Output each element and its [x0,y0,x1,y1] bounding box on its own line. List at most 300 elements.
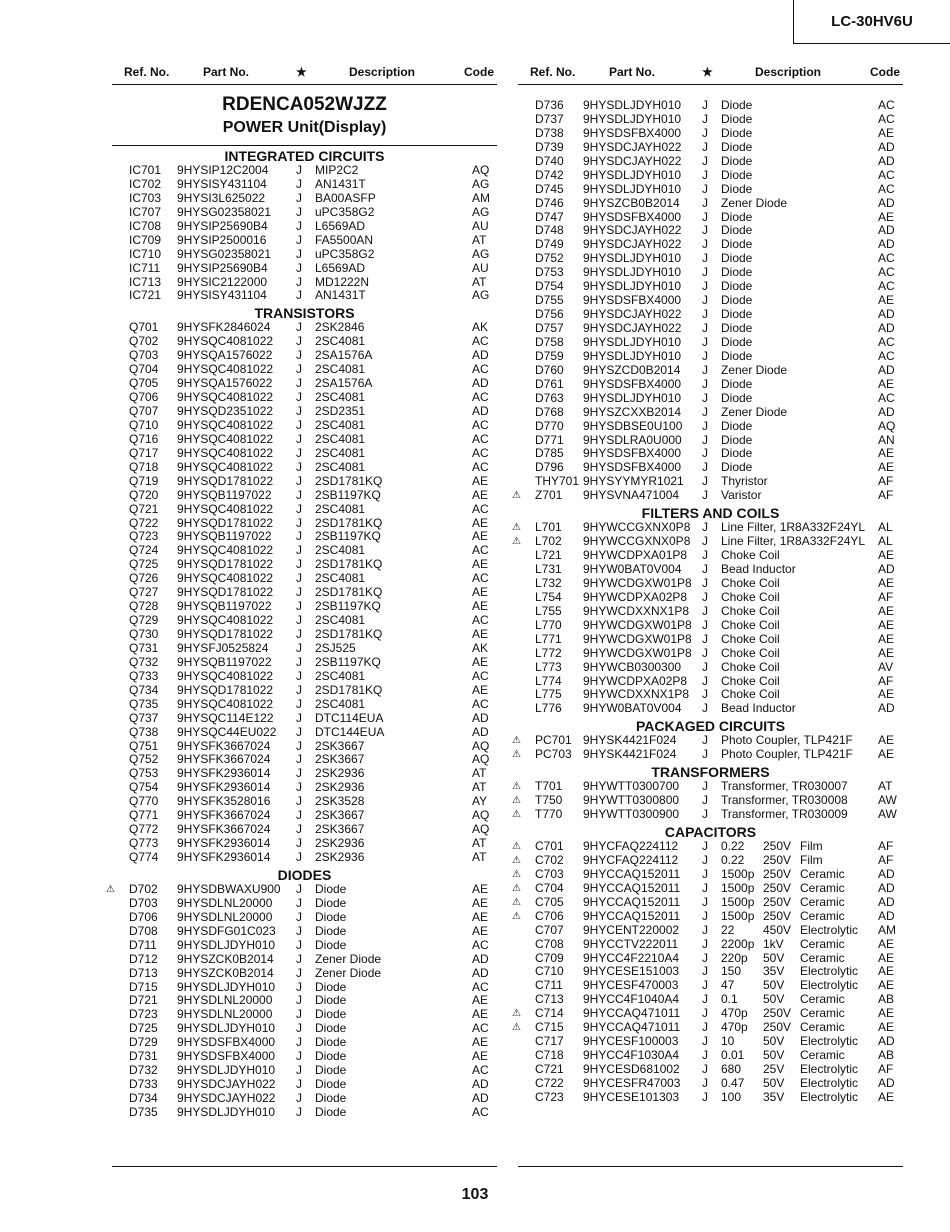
part-number: 9HYSDSFBX4000 [583,209,682,224]
star-mark: J [296,362,302,377]
capacitance: 2200p [721,936,755,951]
safety-warning-icon: ⚠ [512,1022,521,1034]
part-row [112,628,497,642]
description: 2SC4081 [315,417,366,432]
ref-number: D763 [535,390,564,405]
star-mark: J [296,334,302,349]
capacitance: 47 [721,978,735,993]
voltage-rating: 250V [763,852,792,867]
safety-warning-icon: ⚠ [512,1008,521,1020]
safety-warning-icon: ⚠ [512,896,521,908]
part-row [112,1064,497,1078]
price-code: AT [472,766,487,781]
capacitance: 1500p [721,866,755,881]
description: 2SK3667 [315,738,365,753]
part-number: 9HYSFK3528016 [177,794,271,809]
voltage-rating: 50V [763,1075,785,1090]
price-code: AC [878,251,895,266]
price-code: AE [878,1089,895,1104]
voltage-rating: 250V [763,894,792,909]
price-code: AC [878,181,895,196]
description: Film [800,852,823,867]
price-code: AC [472,1021,489,1036]
part-number: 9HYWTT0300800 [583,793,680,808]
capacitance: 0.47 [721,1075,745,1090]
part-number: 9HYSQC4081022 [177,431,274,446]
star-mark: J [702,964,708,979]
right-column [512,58,903,1105]
part-row [518,224,903,238]
price-code: AE [878,460,895,475]
price-code: AL [878,534,893,549]
part-row [112,925,497,939]
description: FA5500AN [315,232,374,247]
price-code: AC [472,543,489,558]
description: Zener Diode [315,951,382,966]
part-number: 9HYSISY431104 [177,288,267,303]
star-mark: J [702,488,708,503]
description: Ceramic [800,894,845,909]
part-number: 9HYW0BAT0V004 [583,701,682,716]
part-row [518,252,903,266]
part-row [518,952,903,966]
description: Diode [315,1104,347,1119]
part-number: 9HYSFJ0525824 [177,640,269,655]
price-code: AB [878,992,895,1007]
ref-number: C705 [535,894,564,909]
part-row [518,197,903,211]
ref-number: Q728 [129,599,159,614]
part-row [112,461,497,475]
part-number: 9HYSQD1781022 [177,557,274,572]
price-code: AE [472,881,489,896]
ref-number: L774 [535,673,562,688]
star-mark: J [296,1007,302,1022]
price-code: AD [878,223,895,238]
star-mark: J [702,687,708,702]
description: Diode [721,223,753,238]
description: MIP2C2 [315,163,359,177]
header-rule [112,84,497,85]
part-row [518,475,903,489]
description: Film [800,839,823,853]
part-number: 9HYSDLJDYH010 [583,334,682,349]
price-code: AE [878,1006,895,1021]
ref-number: D712 [129,951,158,966]
part-number: 9HYSDLNL20000 [177,909,273,924]
ref-number: THY701 [535,474,580,489]
ref-number: C714 [535,1006,564,1021]
ref-number: D749 [535,237,564,252]
ref-number: IC709 [129,232,162,247]
part-number: 9HYSDLJDYH010 [583,181,682,196]
part-number: 9HYSFK2936014 [177,766,271,781]
star-mark: J [296,640,302,655]
price-code: AC [878,279,895,294]
description: Diode [721,307,753,322]
star-mark: J [702,520,708,535]
ref-number: D713 [129,965,158,980]
part-number: 9HYSDLJDYH010 [177,1063,276,1078]
star-mark: J [296,417,302,432]
part-number: 9HYCFAQ224112 [583,852,679,867]
price-code: AF [878,474,894,489]
part-number: 9HYSI3L625022 [177,190,266,205]
part-number: 9HYWCDPXA02P8 [583,589,688,604]
ref-number: L773 [535,659,562,674]
part-number: 9HYSDLNL20000 [177,993,273,1008]
star-mark: J [702,1034,708,1049]
price-code: AE [878,936,895,951]
description: 2SC4081 [315,668,366,683]
voltage-rating: 250V [763,880,792,895]
description: AN1431T [315,288,366,303]
price-code: AD [878,562,895,576]
part-row [112,712,497,726]
section-title: TRANSFORMERS [651,764,770,781]
part-number: 9HYSZCD0B2014 [583,362,681,377]
description: DTC114EUA [315,710,384,725]
ref-number: Q706 [129,390,159,405]
part-number: 9HYWCDPXA02P8 [583,673,688,688]
part-row [518,1091,903,1105]
part-number: 9HYCENT220002 [583,922,680,937]
part-number: 9HYSIP12C2004 [177,163,269,177]
part-row [112,897,497,911]
ref-number: C711 [535,978,563,993]
voltage-rating: 1kV [763,936,784,951]
star-mark: J [296,445,302,460]
star-mark: J [296,218,302,233]
part-row [112,809,497,823]
part-number: 9HYSDCJAYH022 [583,139,682,154]
star-mark: J [296,176,302,191]
ref-number: Q716 [129,431,159,446]
star-mark: J [296,260,302,275]
price-code: AD [878,237,895,252]
description: 2SD1781KQ [315,557,383,572]
star-mark: J [296,696,302,711]
description: Ceramic [800,908,845,923]
part-row [112,572,497,586]
ref-number: D711 [129,937,157,952]
part-row [518,127,903,141]
part-row [112,475,497,489]
part-number: 9HYSQC4081022 [177,543,274,558]
part-number: 9HYWCDGXW01P8 [583,575,692,590]
ref-number: Q734 [129,682,159,697]
price-code: AT [878,779,893,794]
part-number: 9HYSG02358021 [177,204,272,219]
voltage-rating: 250V [763,908,792,923]
ref-number: C721 [535,1062,564,1076]
star-mark: J [296,274,302,289]
description: Choke Coil [721,631,780,646]
star-mark: J [296,850,302,864]
description: Diode [721,125,753,140]
star-mark: J [296,923,302,938]
part-row [112,1106,497,1120]
part-row [112,642,497,656]
price-code: AC [472,696,489,711]
star-mark: J [702,733,708,748]
price-code: AC [878,111,895,126]
description: Diode [315,979,347,994]
part-number: 9HYSQA1576022 [177,348,273,363]
ref-number: D723 [129,1007,158,1022]
ref-number: D758 [535,334,564,349]
ref-number: Q772 [129,822,159,837]
part-row [112,795,497,809]
price-code: AG [472,176,490,191]
star-mark: J [296,881,302,896]
part-number: 9HYSDLJDYH010 [177,979,276,994]
part-row [512,1020,903,1035]
capacitance: 0.22 [721,839,745,853]
ref-number: Q754 [129,780,159,795]
description: Zener Diode [721,404,788,419]
price-code: AE [878,645,895,660]
price-code: AE [472,627,489,641]
part-number: 9HYSDSFBX4000 [177,1035,276,1050]
part-row [512,488,903,503]
page-number: 103 [461,1186,489,1203]
description: Diode [315,1063,347,1078]
left-column [106,58,497,1120]
part-number: 9HYCCAQ471011 [583,1006,681,1021]
star-mark: J [702,1048,708,1063]
ref-number: Z701 [535,488,563,503]
description: 2SB1197KQ [315,599,381,614]
part-row [112,939,497,953]
part-row [112,1022,497,1036]
price-code: AC [472,334,489,349]
safety-warning-icon: ⚠ [512,735,521,747]
part-number: 9HYWCB0300300 [583,659,682,674]
part-row [112,544,497,558]
description: Diode [721,334,753,349]
price-code: AE [878,209,895,224]
price-code: AE [878,978,895,993]
ref-number: Q729 [129,613,159,628]
description: 2SA1576A [315,376,373,391]
ref-number: Q751 [129,738,159,753]
part-row [112,558,497,572]
ref-number: C704 [535,880,564,895]
voltage-rating: 50V [763,992,785,1007]
ref-number: D746 [535,195,564,210]
part-row [518,183,903,197]
description: Electrolytic [800,1034,859,1049]
part-row [112,586,497,600]
star-mark: J [296,654,302,669]
part-row [512,908,903,924]
part-number: 9HYSDLJDYH010 [583,390,682,405]
description: 2SC4081 [315,362,366,377]
safety-warning-icon: ⚠ [512,522,521,534]
part-row [112,530,497,544]
part-number: 9HYSQC4081022 [177,501,274,516]
part-row [518,563,903,577]
description: Electrolytic [800,1062,859,1076]
description: 2SC4081 [315,431,366,446]
description: Choke Coil [721,687,780,702]
part-number: 9HYSQC4081022 [177,417,274,432]
price-code: AE [472,1007,489,1022]
part-number: 9HYCCTV222011 [583,936,679,951]
ref-number: L775 [535,687,562,702]
description: Diode [721,348,753,363]
part-row [112,994,497,1008]
price-code: AD [878,195,895,210]
price-code: AU [472,260,489,275]
part-number: 9HYSQC4081022 [177,445,274,460]
ref-number: L702 [535,534,562,549]
description: Diode [721,181,753,196]
part-number: 9HYSDLJDYH010 [583,167,682,182]
ref-number: IC701 [129,163,162,177]
part-row [112,248,497,262]
star-mark: J [296,738,302,753]
price-code: AD [472,951,489,966]
part-row [518,211,903,225]
star-mark: J [296,501,302,516]
price-code: AE [878,747,895,762]
part-row [112,433,497,447]
left-parts-list [106,148,497,1120]
ref-number: L772 [535,645,562,660]
part-number: 9HYWCCGXNX0P8 [583,520,691,535]
part-number: 9HYSQC4081022 [177,571,274,586]
star-mark: J [296,668,302,683]
safety-warning-icon: ⚠ [512,749,521,761]
ref-number: PC701 [535,733,572,748]
star-mark: J [296,766,302,781]
price-code: AD [472,1077,489,1092]
safety-warning-icon: ⚠ [512,868,521,880]
part-row [518,447,903,461]
star-mark: J [702,418,708,433]
description: 2SK2936 [315,850,365,864]
price-code: AE [878,1020,895,1035]
ref-number: IC703 [129,190,162,205]
price-code: AD [472,1091,489,1105]
price-code: AE [878,950,895,965]
description: Ceramic [800,1048,845,1063]
star-mark: J [702,111,708,126]
ref-number: C710 [535,964,564,979]
part-row [512,534,903,549]
part-row [512,866,903,882]
star-mark: J [296,543,302,558]
price-code: AE [878,376,895,391]
capacitance: 0.01 [721,1048,745,1063]
ref-number: Q771 [129,808,159,823]
ref-number: D738 [535,125,564,140]
ref-number: C702 [535,852,564,867]
price-code: AE [472,923,489,938]
capacitance: 1500p [721,894,755,909]
description: Choke Coil [721,673,780,688]
star-mark: J [702,1020,708,1035]
part-number: 9HYSDCJAYH022 [583,307,682,322]
part-number: 9HYWCDGXW01P8 [583,617,692,632]
price-code: AT [472,836,487,851]
part-number: 9HYSK4421F024 [583,747,677,762]
header-description: Description [755,65,822,79]
part-row [518,461,903,475]
ref-number: D755 [535,293,564,308]
ref-number: D735 [129,1104,158,1119]
ref-number: Q732 [129,654,159,669]
part-number: 9HYWTT0300700 [583,779,680,794]
price-code: AD [878,894,895,909]
description: 2SB1197KQ [315,529,381,544]
description: DTC144EUA [315,724,385,739]
star-mark: J [296,599,302,614]
part-row [518,294,903,308]
star-mark: J [296,232,302,247]
part-row [112,335,497,349]
description: Diode [315,1021,347,1036]
price-code: AW [878,793,897,808]
part-row [112,656,497,670]
price-code: AC [472,1104,489,1119]
part-row [518,993,903,1007]
part-number: 9HYWCDGXW01P8 [583,645,692,660]
description: Ceramic [800,950,845,965]
description: Line Filter, 1R8A332F24YL [721,520,866,535]
part-row [518,350,903,364]
part-number: 9HYSDCJAYH022 [177,1091,276,1105]
price-code: AE [878,575,895,590]
description: 2SJ525 [315,640,356,655]
part-number: 9HYCC4F2210A4 [583,950,680,965]
ref-number: C703 [535,866,564,881]
ref-number: D796 [535,460,564,475]
price-code: AY [472,794,488,809]
price-code: AE [878,687,895,702]
voltage-rating: 25V [763,1062,785,1076]
star-mark: J [702,603,708,618]
capacitance: 0.22 [721,852,745,867]
star-mark: J [296,993,302,1008]
part-row [518,364,903,378]
price-code: AD [878,153,895,168]
part-number: 9HYSDCJAYH022 [583,321,682,335]
part-number: 9HYSZCK0B2014 [177,965,274,980]
part-row [112,837,497,851]
ref-number: C707 [535,922,564,937]
price-code: AD [878,362,895,377]
description: Zener Diode [315,965,382,980]
safety-warning-icon: ⚠ [512,781,521,793]
description: Diode [315,993,347,1008]
description: Diode [721,418,753,433]
description: Diode [315,1091,347,1105]
star-mark: J [702,1062,708,1076]
star-mark: J [296,1104,302,1119]
description: 2SC4081 [315,334,366,349]
part-number: 9HYSQC4081022 [177,668,274,683]
ref-number: Q725 [129,557,159,572]
price-code: AF [878,1062,894,1076]
star-mark: J [702,562,708,576]
part-row [112,1008,497,1022]
description: Choke Coil [721,659,780,674]
description: Transformer, TR030009 [721,807,848,822]
description: Diode [721,321,753,335]
